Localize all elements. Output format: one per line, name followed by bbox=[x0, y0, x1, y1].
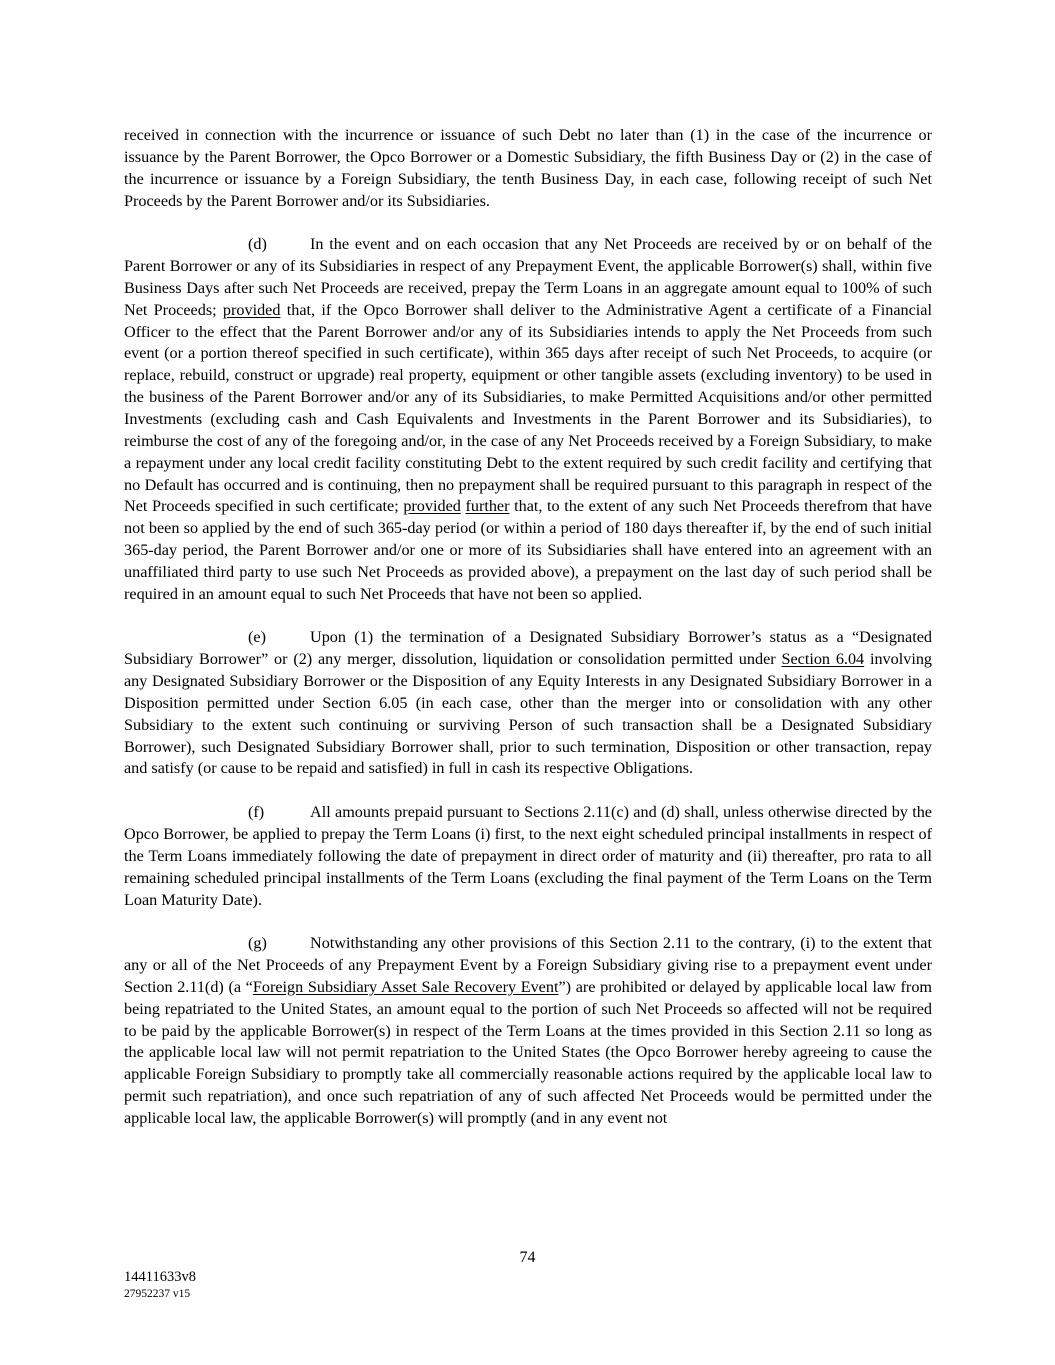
underlined-term: provided bbox=[403, 497, 461, 516]
paragraph-label: (f) bbox=[248, 803, 265, 822]
paragraph-continuation: received in connection with the incurrence or issuance of such Debt no later than (1) in the case of the incurrence or issuance by the Parent Borrower, the Opco Borrower or a Domestic Subsidiary, the fifth Business Day or (2) in the case of the incurrence or issuance by a Foreign Subsidiary, the tenth Business Day, in each case, following receipt of such Net Proceeds by the Parent Borrower and/or its Subsidiaries. bbox=[124, 126, 932, 210]
paragraph-e: (e) Upon (1) the termination of a Designated Subsidiary Borrower’s status as a “Designated Subsidiary Borrower” or (2) any merger, dissolution, liquidation or consolidation permitted under Section 6.04 involving any Designated Subsidiary Borrower or the Disposition of any Equity Interests in any Designated Subsidiary Borrower in a Disposition permitted under Section 6.05 (in each case, other than the merger into or consolidation with any other Subsidiary to the extent such continuing or surviving Person of such transaction shall be a Designated Subsidiary Borrower), such Designated Subsidiary Borrower shall, prior to such termination, Disposition or other transaction, repay and satisfy (or cause to be repaid and satisfied) in full in cash its respective Obligations. bbox=[124, 628, 933, 778]
page-number: 74 bbox=[519, 1249, 536, 1266]
paragraph-g: (g) Notwithstanding any other provisions of this Section 2.11 to the contrary, (i) to the extent that any or all of the Net Proceeds of any Prepayment Event by a Foreign Subsidiary giving rise to a prepayment event under Section 2.11(d) (a “Foreign Subsidiary Asset Sale Recovery Event”) are prohibited or delayed by applicable local law from being repatriated to the United States, an amount equal to the portion of such Net Proceeds so affected will not be required to be paid by the applicable Borrower(s) in respect of the Term Loans at the times provided in this Section 2.11 so long as the applicable local law will not permit repatriation to the United States (the Opco Borrower hereby agreeing to cause the applicable Foreign Subsidiary to promptly take all commercially reasonable actions required by the applicable local law to permit such repatriation), and once such repatriation of any of such affected Net Proceeds would be permitted under the applicable local law, the applicable Borrower(s) will promptly (and in any event not bbox=[124, 934, 933, 1127]
paragraph-label: (e) bbox=[248, 628, 266, 647]
underlined-term: further bbox=[465, 497, 510, 516]
paragraph-label: (g) bbox=[248, 934, 267, 953]
paragraph-label: (d) bbox=[248, 235, 267, 254]
document-body bbox=[124, 125, 932, 1152]
document-version-id: 27952237 v15 bbox=[124, 1288, 191, 1300]
underlined-term: provided bbox=[222, 300, 281, 319]
paragraph-d: (d) In the event and on each occasion that any Net Proceeds are received by or on behalf of the Parent Borrower or any of its Subsidiaries in respect of any Prepayment Event, the applicable Borrower(s) shall, within five Business Days after such Net Proceeds are received, prepay the Term Loans in an aggregate amount equal to 100% of such Net Proceeds; provided that, if the Opco Borrower shall deliver to the Administrative Agent a certificate of a Financial Officer to the effect that the Parent Borrower and/or any of its Subsidiaries intends to apply the Net Proceeds from such event (or a portion thereof specified in such certificate), within 365 days after receipt of such Net Proceeds, to acquire (or replace, rebuild, construct or upgrade) real property, equipment or other tangible assets (excluding inventory) to be used in the business of the Parent Borrower and/or any of its Subsidiaries, to make Permitted Acquisitions and/or other permitted Investments (excluding cash and Cash Equivalents and Investments in the Parent Borrower and its Subsidiaries), to reimburse the cost of any of the foregoing and/or, in the case of any Net Proceeds received by a Foreign Subsidiary, to make a repayment under any local credit facility constituting Debt to the extent required by such credit facility and certifying that no Default has occurred and is continuing, then no prepayment shall be required pursuant to this paragraph in respect of the Net Proceeds specified in such certificate; provided further that, to the extent of any such Net Proceeds therefrom that have not been so applied by the end of such 365-day period (or within a period of 180 days thereafter if, by the end of such initial 365-day period, the Parent Borrower and/or one or more of its Subsidiaries shall have entered into an agreement with an unaffiliated third party to use such Net Proceeds as provided above), a prepayment on the last day of such period shall be required in an amount equal to such Net Proceeds that have not been so applied. bbox=[124, 235, 932, 603]
section-reference: Section 6.04 bbox=[781, 650, 865, 669]
document-id: 14411633v8 bbox=[124, 1269, 196, 1285]
defined-term: Foreign Subsidiary Asset Sale Recovery Event bbox=[252, 977, 559, 996]
paragraph-f: (f) All amounts prepaid pursuant to Sections 2.11(c) and (d) shall, unless otherwise directed by the Opco Borrower, be applied to prepay the Term Loans (i) first, to the next eight scheduled principal installments in respect of the Term Loans immediately following the date of prepayment in direct order of maturity and (ii) thereafter, pro rata to all remaining scheduled principal installments of the Term Loans (excluding the final payment of the Term Loans on the Term Loan Maturity Date). bbox=[124, 803, 932, 909]
